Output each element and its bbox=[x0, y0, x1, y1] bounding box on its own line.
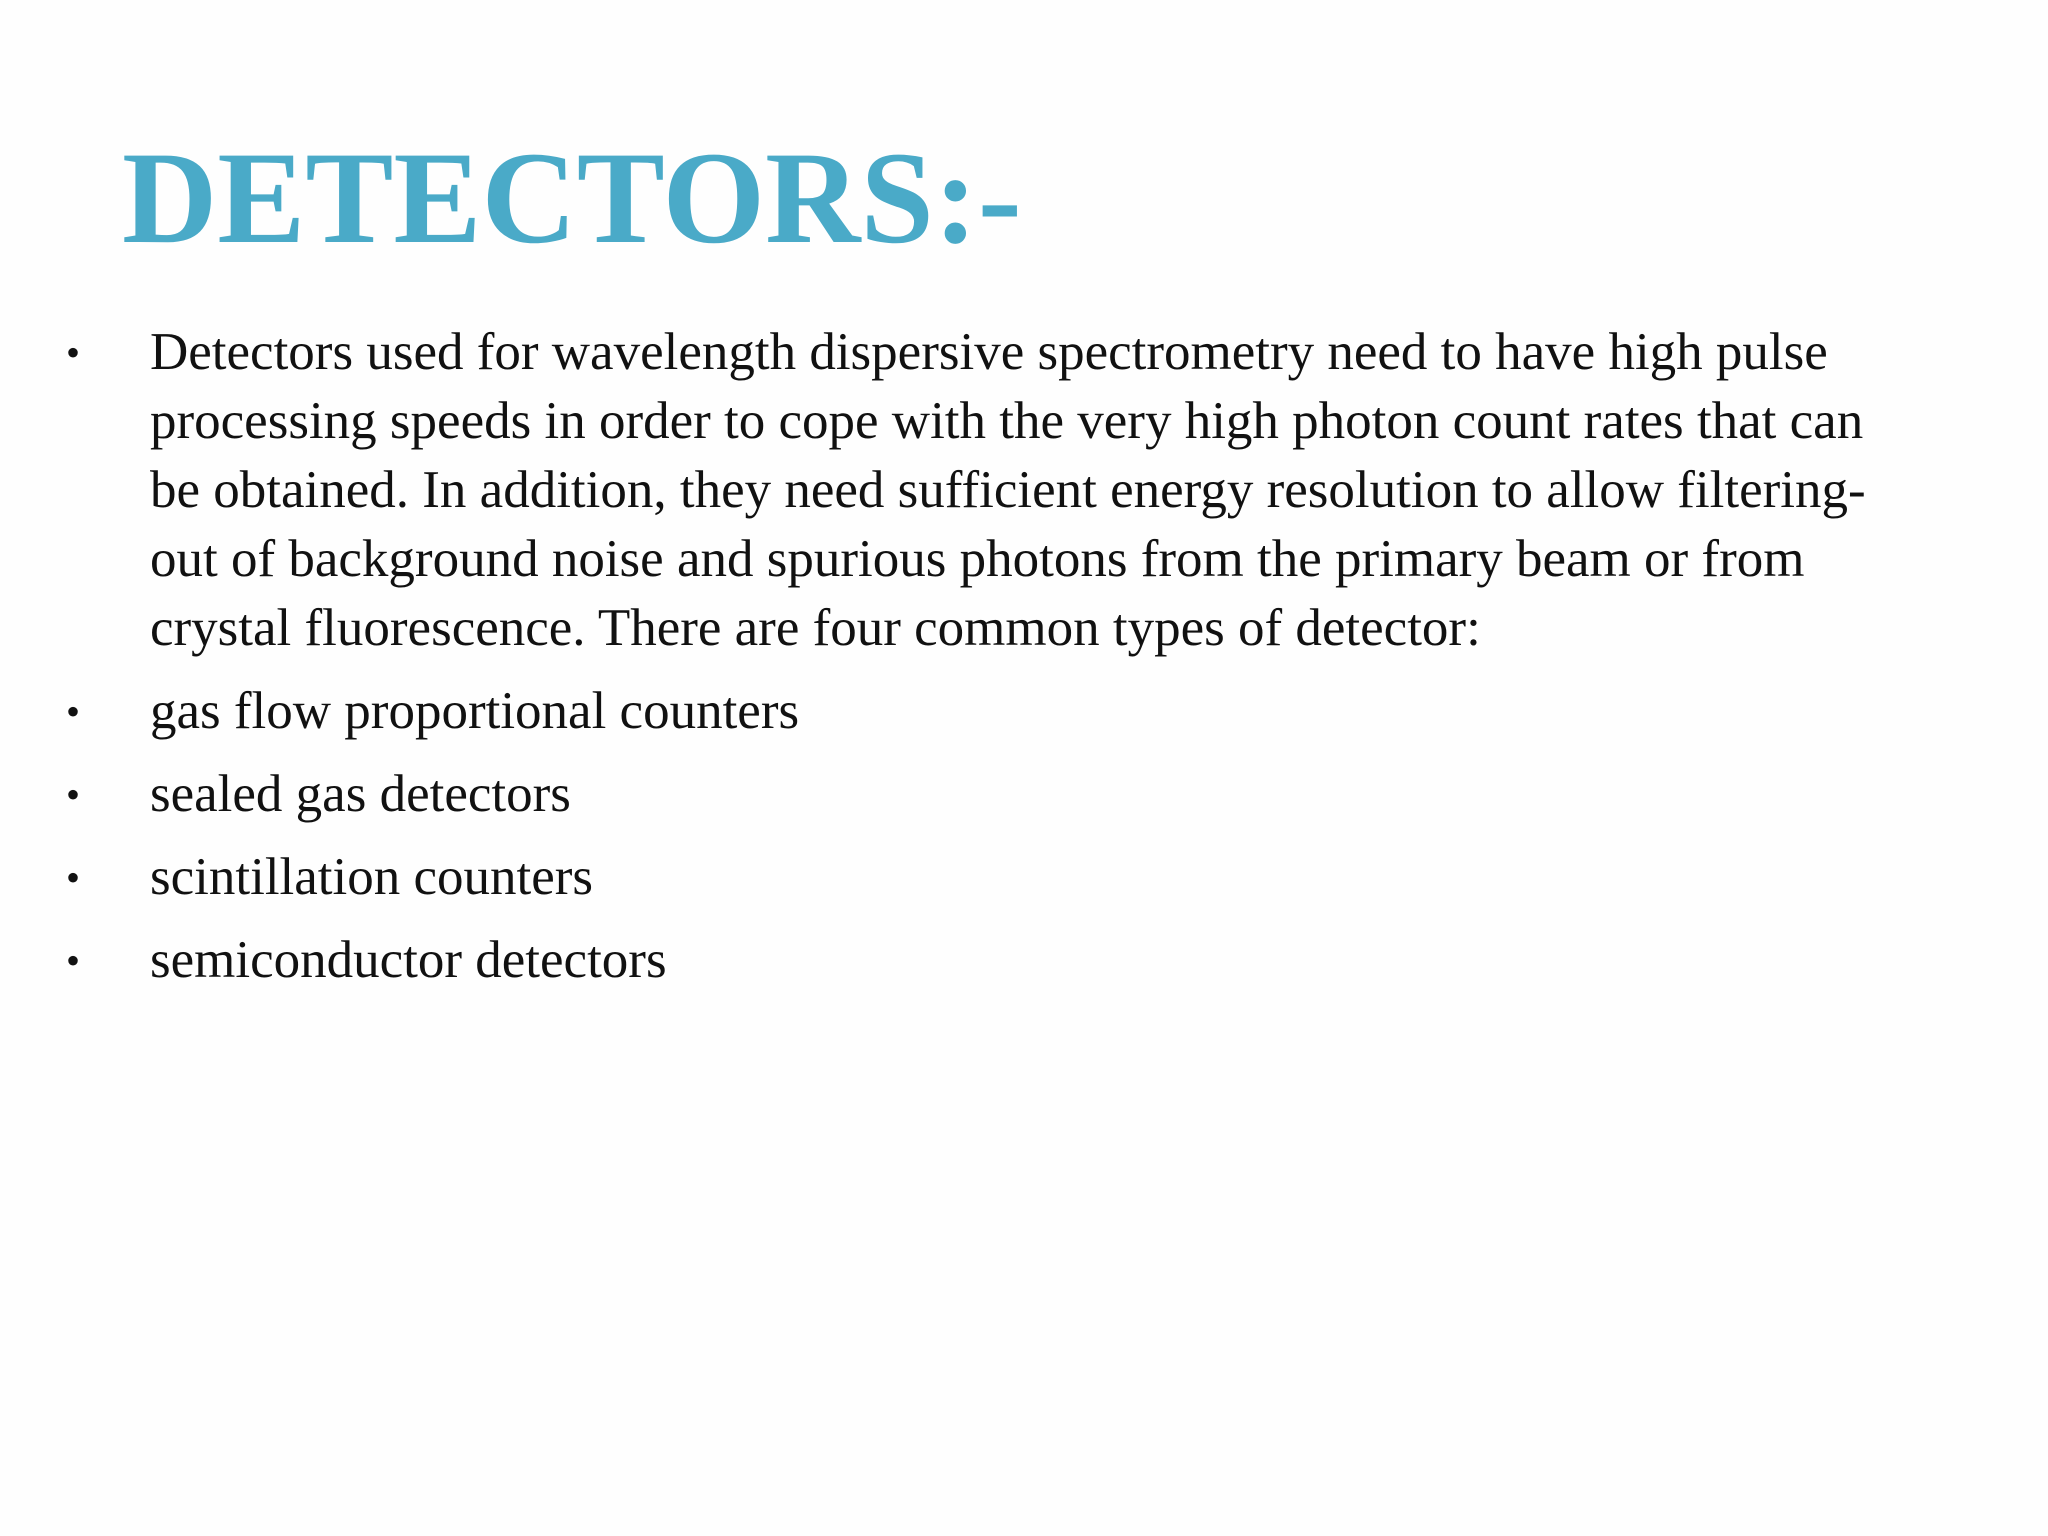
bullet-text: sealed gas detectors bbox=[150, 765, 571, 823]
bullet-item bbox=[0, 318, 1950, 663]
bullet-list bbox=[0, 318, 1950, 1009]
bullet-icon: • bbox=[66, 330, 81, 375]
bullet-item bbox=[0, 926, 1950, 995]
bullet-item bbox=[0, 677, 1950, 746]
slide-title: DETECTORS:- bbox=[122, 124, 1022, 271]
bullet-icon: • bbox=[66, 938, 81, 983]
bullet-text: gas flow proportional counters bbox=[150, 682, 800, 740]
bullet-text: Detectors used for wavelength dispersive spectrometry need to have high pulse processing speeds in order to cope with the very high photon count rates that can be obtained. In addition, they need sufficient energy resolution to allow filtering-out of background noise and spurious photons from the primary beam or from crystal fluorescence. There are four common types of detector: bbox=[150, 323, 1866, 657]
bullet-text: semiconductor detectors bbox=[150, 931, 667, 989]
bullet-icon: • bbox=[66, 855, 81, 900]
bullet-icon: • bbox=[66, 689, 81, 734]
bullet-icon: • bbox=[66, 772, 81, 817]
bullet-item bbox=[0, 760, 1950, 829]
bullet-text: scintillation counters bbox=[150, 848, 594, 906]
bullet-item bbox=[0, 843, 1950, 912]
